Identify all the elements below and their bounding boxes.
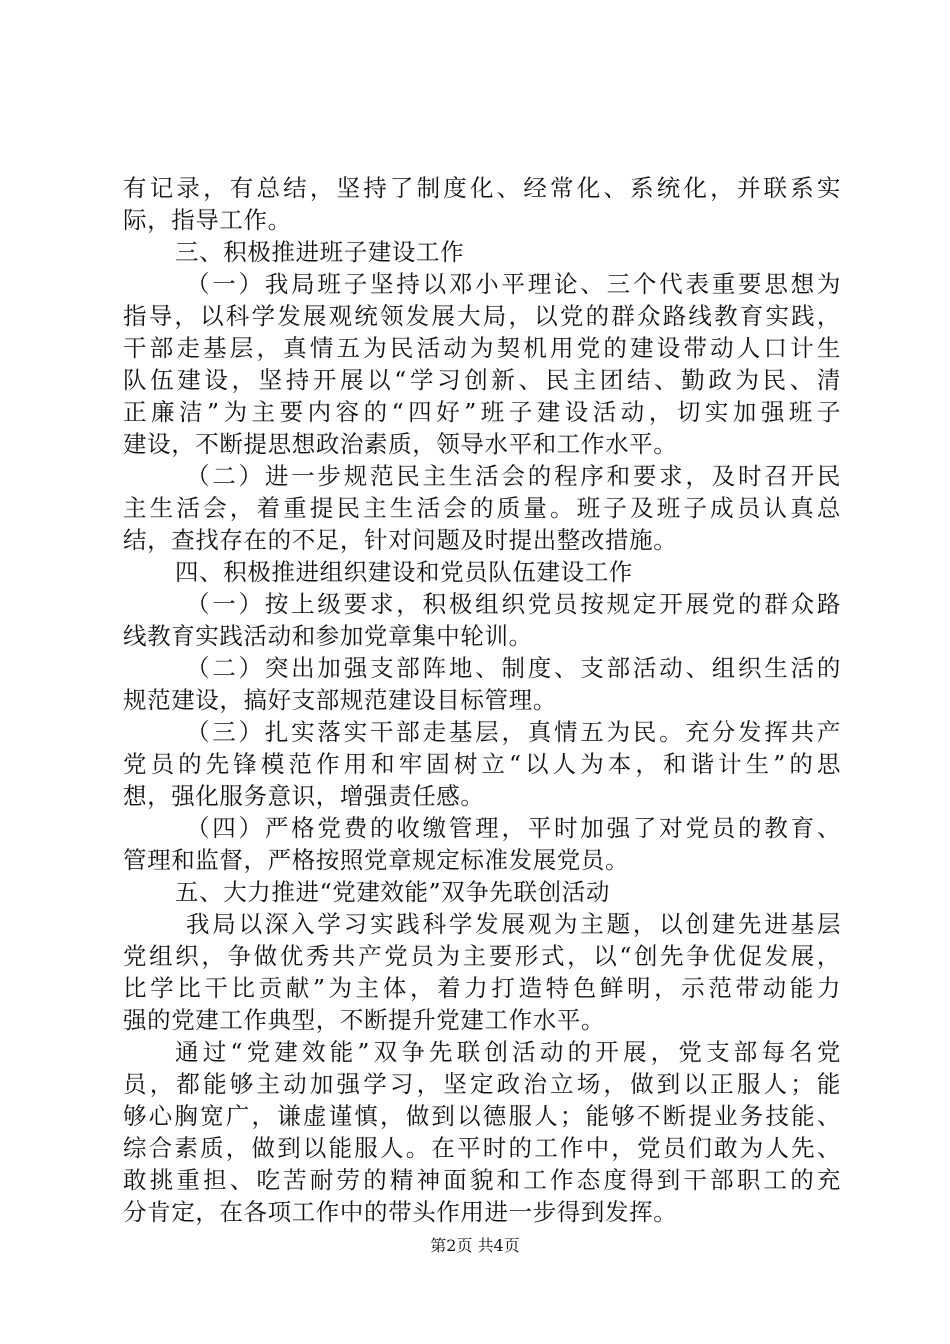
text-line: （三）扎实落实干部走基层，真情五为民。充分发挥共产: [186, 718, 841, 746]
text-line: 分肯定，在各项工作中的带头作用进一步得到发挥。: [123, 1198, 678, 1226]
text-line: （一）我局班子坚持以邓小平理论、三个代表重要思想为: [186, 270, 841, 298]
text-line: 指导，以科学发展观统领发展大局，以党的群众路线教育实践，: [123, 302, 841, 330]
text-line: 员，都能够主动加强学习，坚定政治立场，做到以正服人；能: [123, 1070, 841, 1098]
page-footer: 第2页 共4页: [430, 1236, 520, 1255]
text-line: 敢挑重担、吃苦耐劳的精神面貌和工作态度得到干部职工的充: [123, 1166, 841, 1194]
text-line: 有记录，有总结，坚持了制度化、经常化、系统化，并联系实: [123, 174, 841, 202]
text-line: 四、积极推进组织建设和党员队伍建设工作: [175, 558, 633, 586]
text-line: （四）严格党费的收缴管理，平时加强了对党员的教育、: [186, 814, 841, 842]
text-line: 正廉洁”为主要内容的“四好”班子建设活动，切实加强班子: [123, 398, 841, 426]
text-line: 强的党建工作典型，不断提升党建工作水平。: [123, 1006, 605, 1034]
text-line: （一）按上级要求，积极组织党员按规定开展党的群众路: [186, 590, 841, 618]
text-line: 际，指导工作。: [123, 206, 292, 234]
text-line: 党员的先锋模范作用和牢固树立“以人为本，和谐计生”的思: [123, 750, 841, 778]
text-line: （二）突出加强支部阵地、制度、支部活动、组织生活的: [186, 654, 841, 682]
text-line: 三、积极推进班子建设工作: [175, 238, 465, 266]
text-line: 党组织，争做优秀共产党员为主要形式，以“创先争优促发展，: [123, 942, 841, 970]
text-line: 主生活会，着重提民主生活会的质量。班子及班子成员认真总: [123, 494, 841, 522]
text-line: 结，查找存在的不足，针对问题及时提出整改措施。: [123, 526, 678, 554]
text-line: 通过“党建效能”双争先联创活动的开展，党支部每名党: [175, 1038, 841, 1066]
text-line: 规范建设，搞好支部规范建设目标管理。: [123, 686, 557, 714]
text-line: 五、大力推进“党建效能”双争先联创活动: [175, 878, 610, 906]
text-line: （二）进一步规范民主生活会的程序和要求，及时召开民: [186, 462, 841, 490]
text-line: 队伍建设，坚持开展以“学习创新、民主团结、勤政为民、清: [123, 366, 841, 394]
text-line: 线教育实践活动和参加党章集中轮训。: [123, 622, 533, 650]
text-line: 够心胸宽广，谦虚谨慎，做到以德服人；能够不断提业务技能、: [123, 1102, 841, 1130]
text-line: 比学比干比贡献”为主体，着力打造特色鲜明，示范带动能力: [123, 974, 841, 1002]
document-body: [123, 172, 841, 1228]
text-line: 干部走基层，真情五为民活动为契机用党的建设带动人口计生: [123, 334, 841, 362]
text-line: 综合素质，做到以能服人。在平时的工作中，党员们敢为人先、: [123, 1134, 841, 1162]
text-line: 管理和监督，严格按照党章规定标准发展党员。: [123, 846, 630, 874]
text-line: 想，强化服务意识，增强责任感。: [123, 782, 485, 810]
text-line: 我局以深入学习实践科学发展观为主题，以创建先进基层: [186, 910, 841, 938]
text-line: 建设，不断提思想政治素质，领导水平和工作水平。: [123, 430, 678, 458]
